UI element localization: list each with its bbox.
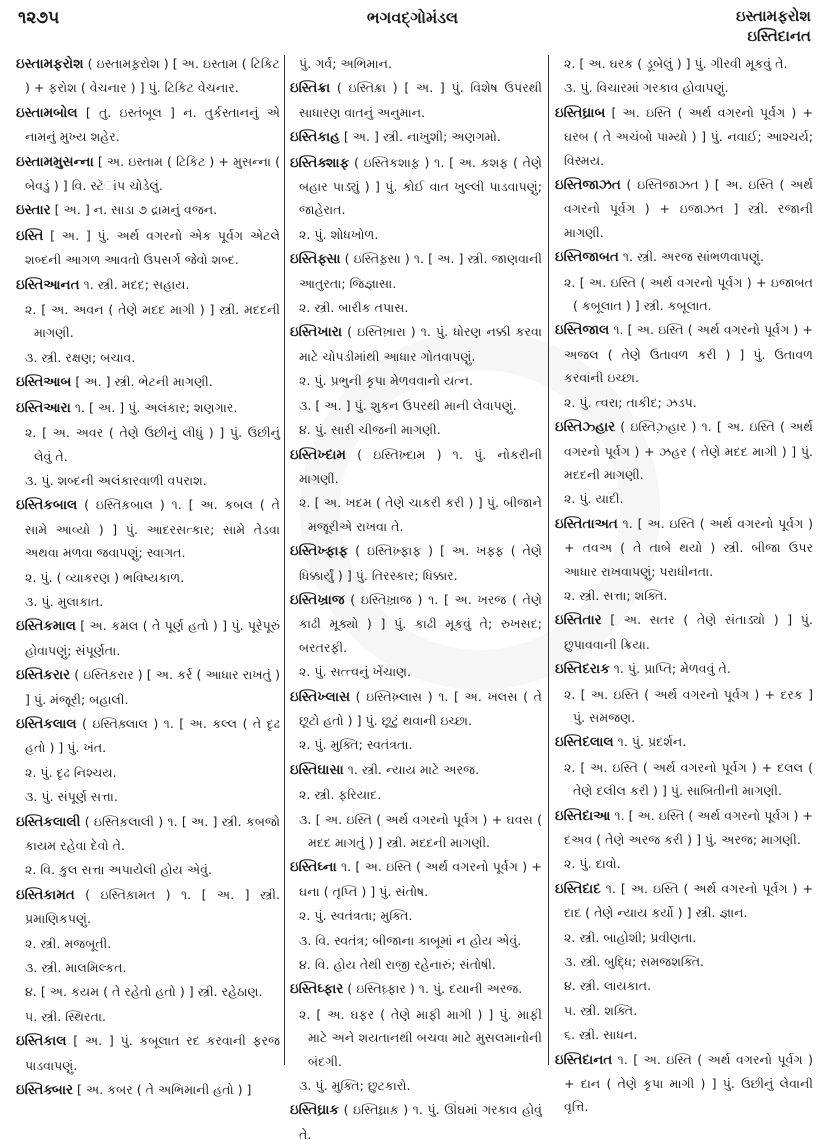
definition-text: ૨. વિ. કુલ સત્તા અપાયેલી હોય એવું.: [25, 862, 212, 878]
definition-text: ૧. [ અ. ] પું. અલંકાર; શણગાર.: [74, 399, 238, 415]
definition-text: ( ઇસ્તિઘ઼્રાક઼ ) ૧. પું. ઊંઘમાં ગરકાવ હોવું તે.: [299, 1102, 542, 1142]
definition-text: ૨. સ્ત્રી. ફરિયાદ.: [299, 787, 382, 803]
definition-text: ( ઇસ્તિખ઼્દામ ) ૧. પું. નોકરીની માગણી.: [299, 446, 542, 486]
dictionary-entry: [290, 247, 542, 295]
entry-sense: [555, 584, 813, 607]
headword: ઇસ્તિઘાસા: [290, 761, 344, 778]
definition-text: ( ઇસ્તિક઼્રા ) [ અ. ] પું. વિશેષ ઉપરથી સાધારણ વાતનું અનુમાન.: [299, 80, 542, 120]
definition-text: ( ઇસ્તિક઼્લાલ ) ૧. [ અ. કલ્લ ( તે દૃઢ હતો ) ] પું. ખંત.: [25, 715, 280, 756]
dictionary-entry: [555, 657, 813, 681]
definition-text: ૨. સ્ત્રી. મજબૂતી.: [25, 935, 112, 951]
page-number: ૧૨૭૫: [18, 8, 60, 28]
entry-sense: [555, 974, 813, 997]
headword: ઇસ્તિજાબત: [555, 249, 619, 266]
dictionary-entry: [555, 512, 813, 583]
entry-sense: [555, 756, 813, 803]
entry-sense: [290, 929, 542, 952]
headword: ઇસ્તિકમાલ: [16, 618, 76, 635]
dictionary-entry: [16, 52, 280, 100]
headword: ઇસ્તિકલાલી: [16, 813, 81, 830]
definition-text: ૨. પું. દૃઢ નિશ્ચય.: [25, 764, 117, 780]
dictionary-entry: [290, 443, 542, 491]
definition-text: ૩. પું. મુલાકાત.: [25, 593, 104, 609]
definition-text: ( ઇસ્તિફ઼્સા ) ૧. [ અ. ] સ્ત્રી. જાણવાની આતુરતા; જિજ્ઞાસા.: [299, 251, 542, 291]
dictionary-entry: [555, 730, 813, 754]
definition-text: ૨. [ અ. ઘફર ( તેણે માફી માગી ) ] પું. માફી માટે અને શયતાનથી બચવા માટે મુસલમાનોની બંદગી.: [299, 1006, 542, 1069]
definition-text: ૧. [ અ. ઇસ્તિ ( અર્થ વગરનો પૂર્વગ ) + દઅવ ( તેણે અરજ કરી ) ] પું. અરજ; માગણી.: [564, 807, 813, 847]
headword: ઇસ્તિખ્લાસ: [290, 688, 351, 705]
definition-text: ( ઇસ્તિખ઼્ફાફ ) [ અ. ખફ્ફ ( તેણે ધિક્કાર્યું ) ] પું. તિરસ્કાર; ધિક્કાર.: [299, 543, 542, 583]
column-1: [16, 52, 280, 1103]
entry-sense: [555, 1023, 813, 1046]
dictionary-entry: [290, 76, 542, 124]
headword: ઇસ્તિદાઆ: [555, 807, 611, 824]
headword: ઇસ્તિખારા: [290, 324, 343, 341]
headword: ઇસ્તિઝ્હાર: [555, 419, 616, 436]
definition-text: ૧. [ અ. ઇસ્તિ ( અર્થ વગરનો પૂર્વગ ) + ઘના ( તૃપ્તિ ) ] પું. સંતોષ.: [299, 859, 542, 899]
dictionary-entry: [290, 320, 542, 368]
headword: ઇસ્તિકલાલ: [16, 715, 77, 732]
definition-text: ૩. પું. વિચારમાં ગરકાવ હોવાપણું.: [564, 80, 729, 96]
definition-text: ૧. પું. પ્રાપ્તિ; મેળવવું તે.: [613, 661, 731, 677]
definition-text: ( ઇસ્તિઘ઼્ફાર ) ૧. પું. દયાની અરજ.: [347, 981, 523, 997]
dictionary-entry: [290, 685, 542, 733]
headword: ઇસ્તિક્રા: [290, 80, 331, 97]
definition-text: [ અ. સતર ( તેણે સંતાડ્યો ) ] પું. છુપાવવાની ક્રિયા.: [564, 612, 813, 652]
definition-text: [ અ. ] સ્ત્રી. નાખુશી; અણગમો.: [343, 129, 501, 145]
definition-text: ૨. [ અ. અવન ( તેણે મદદ માગી ) ] સ્ત્રી. મદદની માગણી.: [25, 302, 280, 341]
headword: ઇસ્તિખ્દામ: [290, 446, 346, 463]
entry-sense: [555, 391, 813, 414]
definition-text: [ અ. કબર ( તે અભિમાની હતો ) ]: [77, 1082, 252, 1098]
definition-text: ૨. પું. યાદી.: [564, 491, 624, 507]
entry-sense: [16, 469, 280, 492]
definition-text: ( ઇસ્તિક઼રાર ) [ અ. કર્ર ( આધાર રાખતું ) ] પું. મંજૂરી; બહાલી.: [25, 667, 280, 707]
entry-sense: [290, 660, 542, 683]
entry-sense: [290, 296, 542, 319]
definition-text: ૩. [ અ. ઇસ્તિ ( અર્થ વગરનો પૂર્વગ ) + ઘવસ ( મદદ માગતું ) ] સ્ત્રી. મદદની માગણી.: [299, 811, 542, 850]
dictionary-entry: [16, 101, 280, 149]
definition-text: [ અ. કમલ ( તે પૂર્ણ હતો ) ] પું. પૂરેપૂરું હોવાપણું; સંપૂર્ણતા.: [25, 618, 280, 658]
headword: ઇસ્તિજાઝત: [555, 177, 621, 194]
definition-text: ( ઇસ્તિક઼લાલી ) ૧. [ અ. ] સ્ત્રી. કબજો કાયમ રહેવા દેવો તે.: [25, 813, 280, 853]
headword: ઇસ્તિકામત: [16, 886, 75, 903]
definition-text: ( ઇસ્તિખ઼ારા ) ૧. પું. ધોરણ નક્કી કરવા માટે ચોપડીમાંથી આધાર ગોતવાપણું.: [299, 324, 542, 364]
column-divider: [548, 55, 549, 1065]
dictionary-entry: [16, 1029, 280, 1077]
entry-sense: [16, 858, 280, 881]
entry-sense: [16, 421, 280, 468]
definition-text: ૨. પું. પ્રભુની કૃપા મેળવવાનો યત્ન.: [299, 373, 473, 389]
dictionary-entry: [555, 173, 813, 244]
definition-text: ૨. [ અ. ઇસ્તિ ( અર્થ વગરનો પૂર્વગ ) + ઇજાબત ( કબૂલાત ) ] સ્ત્રી. કબૂલાત.: [564, 274, 813, 314]
definition-text: ૨. [ અ. ખદમ ( તેણે ચાકરી કરી ) ] પું. બીજાને મજૂરીએ રાખવા તે.: [299, 495, 542, 534]
definition-text: ૩. વિ. સ્વતંત્ર; બીજાના કાબૂમાં ન હોય એવું.: [299, 932, 522, 948]
headword: ઇસ્તિખ્ફાફ: [290, 543, 349, 560]
definition-text: ( ઇસ્તિખ઼્લાસ ) ૧. [ અ. ખલસ ( તે છૂટો હતો ) ] પું. છૂટું થવાની ઇચ્છા.: [299, 688, 542, 728]
definition-text: ૨. પું. શોધખોળ.: [299, 226, 379, 242]
headword: ઇસ્તિકબાલ: [16, 497, 78, 514]
entry-sense: [16, 566, 280, 589]
headword: ઇસ્તિક્શાફ: [290, 154, 350, 171]
dictionary-entry: [290, 151, 542, 222]
entry-sense: [16, 298, 280, 345]
definition-text: [ અ. ] પું. અર્થ વગરનો એક પૂર્વગ એટલે શબ્દની આગળ આવતો ઉપસર્ગ જેવો શબ્દ.: [25, 227, 280, 268]
entry-sense: [16, 980, 280, 1003]
definition-text: ૩. સ્ત્રી. માલમિલ્કત.: [25, 960, 127, 976]
dictionary-entry: [555, 608, 813, 656]
headword: ઇસ્તિદરાક: [555, 661, 610, 678]
definition-text: ૧. સ્ત્રી. અરજ સાંભળવાપણું.: [622, 249, 765, 265]
definition-text: ( ઇસ્તિક઼બાલ ) ૧. [ અ. કબલ ( તે સામે આવ્યો ) ] પું. આદરસત્કાર; સામે તેડવા અથવા મળવા જવાપણું; સ્વાગત.: [25, 497, 281, 561]
headword: ઇસ્તિઘ્ના: [290, 859, 337, 876]
definition-text: ૧. સ્ત્રી. ન્યાય માટે અરજ.: [347, 761, 479, 777]
dictionary-entry: [16, 150, 280, 198]
definition-text: ૨. પું. મુક્તિ; સ્વતંત્રતા.: [299, 737, 413, 753]
headword: ઇસ્તિકાહ: [290, 129, 340, 146]
headword: ઇસ્તિઆબ: [16, 374, 72, 391]
definition-text: ૨. પું. દાવો.: [564, 856, 621, 872]
entry-sense: [290, 369, 542, 392]
definition-text: ૪. [ અ. કયમ ( તે રહેતો હતો ) ] સ્ત્રી. રહેઠાણ.: [25, 984, 263, 1000]
entry-sense: [290, 223, 542, 246]
definition-text: ૨. સ્ત્રી. બારીક તપાસ.: [299, 300, 409, 316]
dictionary-entry: [555, 877, 813, 925]
entry-sense: [555, 271, 813, 318]
headword: ઇસ્તિખ્રાજ: [290, 591, 345, 608]
definition-text: ૨. સ્ત્રી. સત્તા; શક્તિ.: [564, 587, 668, 603]
headword: ઇસ્તિદાદ: [555, 880, 601, 897]
entry-sense: [290, 418, 542, 441]
headword: ઇસ્તિફ્સા: [290, 251, 341, 268]
dictionary-entry: [16, 370, 280, 394]
dictionary-entry: [555, 804, 813, 852]
headword: ઇસ્તિઘ્રાબ: [555, 104, 606, 121]
entry-sense: [290, 808, 542, 855]
dictionary-entry: [290, 125, 542, 149]
definition-text: ૨. [ અ. ઘરક ( ડૂબેલું ) ] પું. ગીરવી મૂકવું તે.: [564, 56, 788, 71]
entry-sense: [555, 950, 813, 973]
dictionary-entry: [290, 758, 542, 782]
definition-text: ૨. પું. સ્વતંત્રતા; મુક્તિ.: [299, 908, 413, 924]
entry-sense: [555, 76, 813, 99]
definition-text: ૩. [ અ. ] પું. શુકન ઉપરથી માની લેવાપણું.: [299, 397, 517, 413]
entry-sense: [555, 52, 813, 75]
definition-text: [ અ. ] સ્ત્રી. ભેટની માગણી.: [75, 374, 213, 390]
dictionary-entry: [290, 539, 542, 587]
dictionary-entry: [16, 614, 280, 662]
headword: ઇસ્તિઆરા: [16, 399, 71, 416]
headword: ઇસ્તિતાઅત: [555, 515, 618, 532]
headword: ઇસ્તિ: [16, 227, 44, 244]
headword: ઇસ્તામમુસન્ના: [16, 153, 94, 170]
definition-text: ૫. સ્ત્રી. સ્થિરતા.: [25, 1008, 106, 1024]
dictionary-entry: [16, 273, 280, 297]
definition-text: [ અ. ] ન. સાડા ૭ દ્રામનું વજન.: [54, 202, 218, 218]
entry-sense: [290, 394, 542, 417]
definition-text: ( ઇસ્તિજાઝત ) [ અ. ઇસ્તિ ( અર્થ વગરનો પૂર્વગ ) + ઇજાઝત ] સ્ત્રી. રજાની માગણી.: [564, 177, 813, 240]
definition-text: ૨. [ અ. અવર ( તેણે ઉછીનું લીધું ) ] પું. ઉછીનું લેવું તે.: [25, 425, 280, 464]
guide-word-last: ઇસ્તિદાનત: [747, 27, 811, 45]
dictionary-entry: [16, 712, 280, 760]
entry-sense: [290, 491, 542, 538]
definition-text: ૬. સ્ત્રી. સાધન.: [564, 1027, 638, 1043]
headword: ઇસ્તિકાલ: [16, 1033, 67, 1050]
definition-text: [ તુ. ઇસ્તંબૂલ ] ન. તુર્કસ્તાનનું એ નામનું મુખ્ય શહેર.: [25, 104, 280, 145]
entry-sense: [290, 1003, 542, 1073]
headword: ઇસ્તિદાનત: [555, 1051, 613, 1068]
entry-sense: [290, 904, 542, 927]
entry-sense: [555, 852, 813, 875]
entry-sense: [16, 932, 280, 955]
headword: ઇસ્તિજાલ: [555, 322, 610, 339]
entry-sense: [555, 926, 813, 949]
dictionary-entry: [290, 977, 542, 1001]
definition-text: ૫. સ્ત્રી. શક્તિ.: [564, 1002, 638, 1018]
headword: ઇસ્તિઘ્રાક: [290, 1102, 340, 1119]
headword: ઇસ્તિદલાલ: [555, 734, 614, 751]
definition-text: ૪. પું. સારી ચીજની માગણી.: [299, 422, 441, 438]
dictionary-entry: [290, 588, 542, 659]
guide-word-first: ઇસ્તામફરોશ: [735, 7, 811, 25]
dictionary-entry: [555, 245, 813, 269]
entry-sense: [555, 487, 813, 510]
entry-sense: [16, 346, 280, 369]
dictionary-entry: [16, 810, 280, 858]
definition-text: ( ઇસ્તિકશાફ઼ ) ૧. [ અ. કશફ ( તેણે બહાર પાડ્યું ) ] પું. કોઈ વાત ખુલ્લી પાડવાપણું; જાહેરાત.: [299, 154, 542, 218]
definition-text: પું. ગર્વ; અભિમાન.: [299, 56, 393, 71]
entry-sense: [290, 1074, 542, 1097]
entry-sense: [290, 783, 542, 806]
definition-text: ૨. પું. ( વ્યાકરણ ) ભવિષ્યકાળ.: [25, 569, 185, 585]
definition-text: ૨. સ્ત્રી. બાહોશી; પ્રવીણતા.: [564, 929, 697, 945]
dictionary-entry: [16, 1078, 280, 1102]
entry-sense: [16, 761, 280, 784]
definition-text: ૪. સ્ત્રી. લાયકાત.: [564, 978, 652, 994]
dictionary-entry: [16, 198, 280, 222]
entry-sense: [16, 1005, 280, 1028]
dictionary-entry: [555, 318, 813, 389]
dictionary-title: ભગવદ્ગોમંડલ: [366, 8, 459, 27]
dictionary-entry: [555, 415, 813, 486]
definition-text: ૧. પું. પ્રદર્શન.: [617, 734, 687, 750]
definition-text: ૨. પું. ત્વરા; તાકીદ; ઝડપ.: [564, 394, 697, 410]
definition-text: [ અ. ઇસ્તિ ( અર્થ વગરનો પૂર્વગ ) + ઘરબ ( તે અચંબો પામ્યો ) ] પું. નવાઈ; આશ્ચર્ય; વિસ્મય.: [564, 104, 813, 168]
definition-text: ૧. સ્ત્રી. મદદ; સહાય.: [83, 276, 190, 292]
column-divider: [284, 55, 285, 1065]
column-3: [555, 52, 813, 1120]
dictionary-entry: [555, 101, 813, 172]
definition-text: ૩. સ્ત્રી. બુદ્ધિ; સમજશક્તિ.: [564, 954, 705, 970]
definition-text: ( ઇસ્તિખ઼્રાજ ) ૧. [ અ. ખરજ ( તેણે કાઢી મૂક્યો ) ] પું. કાઢી મૂકવું તે; રુખસદ; બરતરફી.: [299, 591, 542, 655]
definition-text: ૧. [ અ. ઇસ્તિ ( અર્થ વગરનો પૂર્વગ ) + તવઅ ( તે તાબે થયો ) સ્ત્રી. બીજા ઉપર આધાર રાખવાપણું; પરાધીનતા.: [564, 515, 813, 579]
definition-text: ૨. [ અ. ઇસ્તિ ( અર્થ વગરનો પૂર્વગ ) + દલલ ( તેણે દલીલ કરી ) ] પું. સાબિતીની માગણી.: [564, 759, 813, 799]
headword: ઇસ્તામબોલ: [16, 104, 78, 121]
definition-text: ૨. [ અ. ઇસ્તિ ( અર્થ વગરનો પૂર્વગ ) + દરક ] પું. સમજણ.: [564, 686, 813, 725]
dictionary-entry: [16, 396, 280, 420]
entry-sense: [16, 956, 280, 979]
definition-text: ૧. [ અ. ઇસ્તિ ( અર્થ વગરનો પૂર્વગ ) + અજલ ( તેણે ઉતાવળ કરી ) ] પું. ઉતાવળ કરવાની ઇચ્છા.: [564, 322, 813, 386]
entry-sense: [16, 785, 280, 808]
definition-text: ૨. પું. સત્ત્વનું ખેંચાણ.: [299, 664, 412, 680]
entry-sense: [16, 590, 280, 613]
definition-text: ૧. [ અ. ઇસ્તિ ( અર્થ વગરનો પૂર્વગ ) + દાન ( તેણે કૃપા માગી ) ] પું. ઉછીનું લેવાની વૃત્તિ.: [564, 1051, 813, 1115]
definition-text: ( ઇસ્તિક઼ામત ) ૧. [ અ. ] સ્ત્રી. પ્રમાણિકપણું.: [25, 886, 280, 927]
headword: ઇસ્તિતાર: [555, 612, 602, 629]
definition-text: ( ઇસ્તામફ઼રોશ ) [ અ. ઇસ્તામ ( ટિકિટ ) + ફરોશ ( વેચનાર ) ] પું. ટિકિટ વેચનાર.: [25, 56, 280, 96]
definition-text: ૪. વિ. હોય તેથી રાજી રહેનારું; સંતોષી.: [299, 957, 496, 973]
column-2: [290, 52, 542, 1147]
headword: ઇસ્તિક્બાર: [16, 1082, 73, 1099]
headword: ઇસ્તિકરાર: [16, 667, 71, 684]
entry-sense: [290, 733, 542, 756]
headword: ઇસ્તિઘ્ફાર: [290, 981, 344, 998]
guide-words: [736, 6, 811, 46]
dictionary-entry: [290, 855, 542, 903]
definition-text: ૩. પું. મુક્તિ; છુટકારો.: [299, 1078, 411, 1094]
definition-text: ૧. [ અ. ઇસ્તિ ( અર્થ વગરનો પૂર્વગ ) + દાદ ( તેણે ન્યાય કર્યો ) ] સ્ત્રી. જ્ઞાન.: [564, 880, 813, 921]
definition-text: ૩. પું. સંપૂર્ણ સત્તા.: [25, 789, 118, 805]
headword: ઇસ્તિઆનત: [16, 276, 80, 293]
dictionary-entry: [16, 883, 280, 931]
headword: ઇસ્તામફરોશ: [16, 56, 84, 72]
definition-text: [ અ. ઇસ્તામ ( ટિકિટ ) + મુસન્ના ( બેવડું ) ] વિ. સ્ટૅાંપ ચોડેલું.: [25, 153, 280, 194]
entry-sense: [290, 52, 542, 75]
entry-sense: [555, 683, 813, 730]
entry-sense: [555, 999, 813, 1022]
dictionary-entry: [16, 663, 280, 711]
dictionary-entry: [555, 1048, 813, 1119]
definition-text: ૩. પું. શબ્દની અલંકારવાળી વપરાશ.: [25, 472, 207, 488]
definition-text: ૩. સ્ત્રી. રક્ષણ; બચાવ.: [25, 349, 136, 365]
dictionary-entry: [290, 1098, 542, 1146]
dictionary-entry: [16, 224, 280, 272]
entry-sense: [290, 953, 542, 976]
headword: ઇસ્તાર: [16, 202, 51, 219]
definition-text: ( ઇસ્તિઝ઼્હાર ) ૧. [ અ. ઇસ્તિ ( અર્થ વગરનો પૂર્વગ ) + ઝહર ( તેણે મદદ માગી ) ] પું. મદદની માગણી.: [564, 419, 813, 482]
definition-text: [ અ. ] પું. કબૂલાત રદ કરવાની ફરજ પાડવાપણું.: [25, 1033, 280, 1073]
dictionary-entry: [16, 493, 280, 564]
